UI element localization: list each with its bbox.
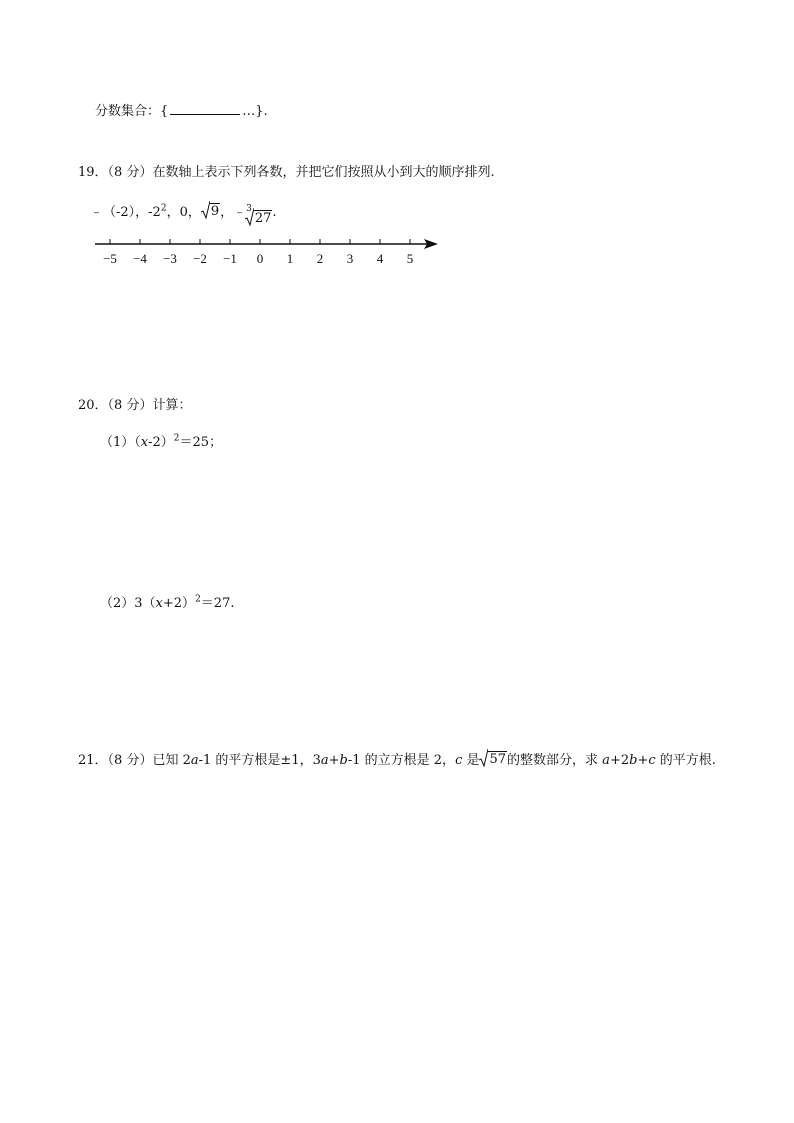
axis-tick-label: −2 bbox=[193, 251, 207, 266]
variable: a bbox=[190, 753, 199, 768]
question-number: 20． bbox=[78, 398, 108, 413]
radicand: 9 bbox=[210, 204, 220, 219]
axis-tick-label: 2 bbox=[316, 251, 324, 266]
variable: x bbox=[140, 435, 149, 450]
question-20-part-2 bbox=[100, 595, 234, 613]
list-text: ﹣（-2），-2 bbox=[90, 205, 161, 220]
variable: c bbox=[455, 753, 463, 768]
q-text: -1 的平方根是±1，3 bbox=[198, 753, 321, 768]
part-text: +2） bbox=[162, 596, 196, 611]
radicand: 27 bbox=[254, 211, 272, 226]
axis-tick-label: 4 bbox=[376, 251, 384, 266]
axis-tick-label: 0 bbox=[256, 251, 264, 266]
q-text: 的整数部分，求 bbox=[507, 753, 603, 768]
question-20-header bbox=[78, 397, 191, 415]
question-19-header bbox=[78, 164, 495, 182]
question-points: （8 分） bbox=[107, 165, 153, 180]
exponent: 2 bbox=[173, 433, 180, 444]
q-text: -1 的立方根是 2， bbox=[347, 753, 456, 768]
list-text: ，﹣ bbox=[220, 205, 247, 220]
question-number: 19． bbox=[78, 165, 108, 180]
q-text: + bbox=[637, 753, 649, 768]
part-text: （2）3（ bbox=[100, 596, 156, 611]
variable: x bbox=[155, 596, 163, 611]
q-text: 已知 2 bbox=[152, 753, 191, 768]
radicand: 57 bbox=[489, 752, 507, 767]
cbrt-27 bbox=[246, 204, 272, 226]
question-points: （8 分） bbox=[107, 398, 153, 413]
question-20-part-1 bbox=[100, 434, 222, 452]
axis-tick-label: −1 bbox=[223, 251, 237, 266]
axis-tick-label: −4 bbox=[133, 251, 147, 266]
variable: a bbox=[320, 753, 329, 768]
exponent: 2 bbox=[160, 203, 167, 214]
number-line bbox=[90, 232, 450, 268]
axis-tick-label: 5 bbox=[406, 251, 414, 266]
q-text: 是 bbox=[462, 753, 480, 768]
part-text: （1）（ bbox=[100, 435, 141, 450]
list-text: ，0， bbox=[166, 205, 201, 220]
variable: b bbox=[339, 753, 348, 768]
list-text: . bbox=[272, 205, 277, 220]
part-text: -2） bbox=[148, 435, 174, 450]
number-list bbox=[90, 201, 277, 226]
part-text: ＝27. bbox=[200, 596, 235, 611]
sqrt-9 bbox=[201, 201, 220, 219]
fraction-set-label: 分数集合：{ bbox=[95, 104, 169, 119]
axis-tick-label: −3 bbox=[163, 251, 177, 266]
part-text: ＝25； bbox=[179, 435, 223, 450]
question-points: （8 分） bbox=[107, 753, 153, 768]
question-21 bbox=[78, 749, 716, 770]
fraction-set-line bbox=[95, 102, 268, 121]
fraction-set-tail: …}. bbox=[242, 104, 268, 119]
question-number: 21． bbox=[78, 753, 108, 768]
q-text: +2 bbox=[609, 753, 630, 768]
axis-tick-label: −5 bbox=[103, 251, 117, 266]
question-prompt: 在数轴上表示下列各数，并把它们按照从小到大的顺序排列. bbox=[152, 165, 495, 180]
axis-tick-label: 3 bbox=[346, 251, 354, 266]
variable: c bbox=[648, 753, 656, 768]
answer-blank[interactable] bbox=[170, 102, 240, 115]
variable: a bbox=[602, 753, 610, 768]
sqrt-57 bbox=[479, 749, 507, 767]
exponent: 2 bbox=[195, 594, 201, 605]
root-index: 3 bbox=[246, 204, 252, 214]
variable: b bbox=[629, 753, 638, 768]
q-text: + bbox=[328, 753, 340, 768]
q-text: 的平方根. bbox=[655, 753, 716, 768]
axis-tick-label: 1 bbox=[286, 251, 294, 266]
question-prompt: 计算： bbox=[152, 398, 192, 413]
